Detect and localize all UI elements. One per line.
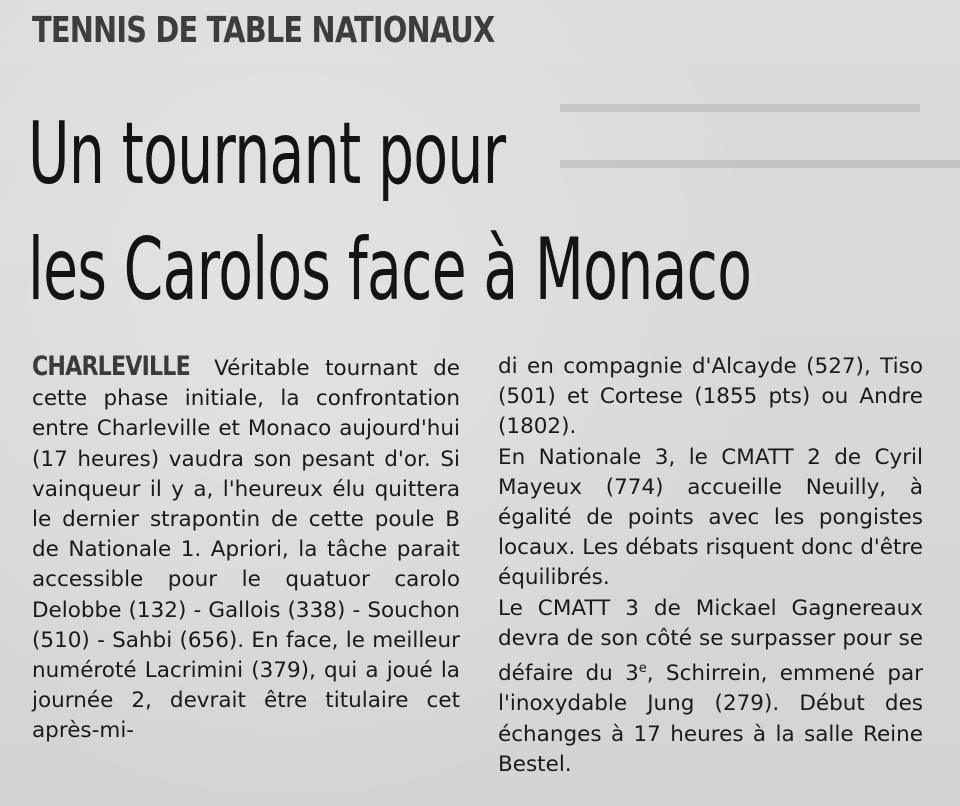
headline-line-1: Un tournant pour xyxy=(28,104,506,204)
ordinal-superscript: e xyxy=(638,661,647,677)
article-paragraph: En Nationale 3, le CMATT 2 de Cyril Mayeux (774) accueille Neuilly, à égalité de points avec les pongistes locaux. Les débats risquent donc d'être équilibrés. xyxy=(498,444,923,591)
article-text: Véritable tournant de cette phase initiale, la confrontation entre Charleville et Monaco aujourd'hui (17 heures) vaudra son pesant d'or. Si vainqueur il y a, l'heureux élu quittera le dernier strapontin de cette poule B de Nationale 1. Apriori, la tâche parait accessible pour le quatuor carolo Delobbe (132) - Gallois (338) - Souchon (510) - Sahbi (656). En face, le meilleur numéroté Lacrimini (379), qui a joué la journée 2, devrait être titulaire cet après-mi- xyxy=(32,356,461,744)
article-column-right xyxy=(498,352,923,780)
section-rubric: TENNIS DE TABLE NATIONAUX xyxy=(32,10,495,51)
article-paragraph: di en compagnie d'Alcayde (527), Tiso (501) et Cortese (1855 pts) ou Andre (1802). xyxy=(498,354,923,440)
article-paragraph xyxy=(32,352,460,747)
headline-line-2: les Carolos face à Monaco xyxy=(28,220,752,320)
article-text: Le CMATT 3 de Mickael Gagnereaux devra de son côté se surpasser pour se défaire du 3 xyxy=(498,595,923,687)
article-text: , Schirrein, emmené par l'inoxydable Jung (279). Début des échanges à 17 heures à la salle Reine Bestel. xyxy=(498,661,923,777)
article-column-left xyxy=(32,352,460,747)
dateline: CHARLEVILLE xyxy=(32,351,190,382)
headline xyxy=(28,96,886,328)
article-paragraph xyxy=(498,594,923,780)
